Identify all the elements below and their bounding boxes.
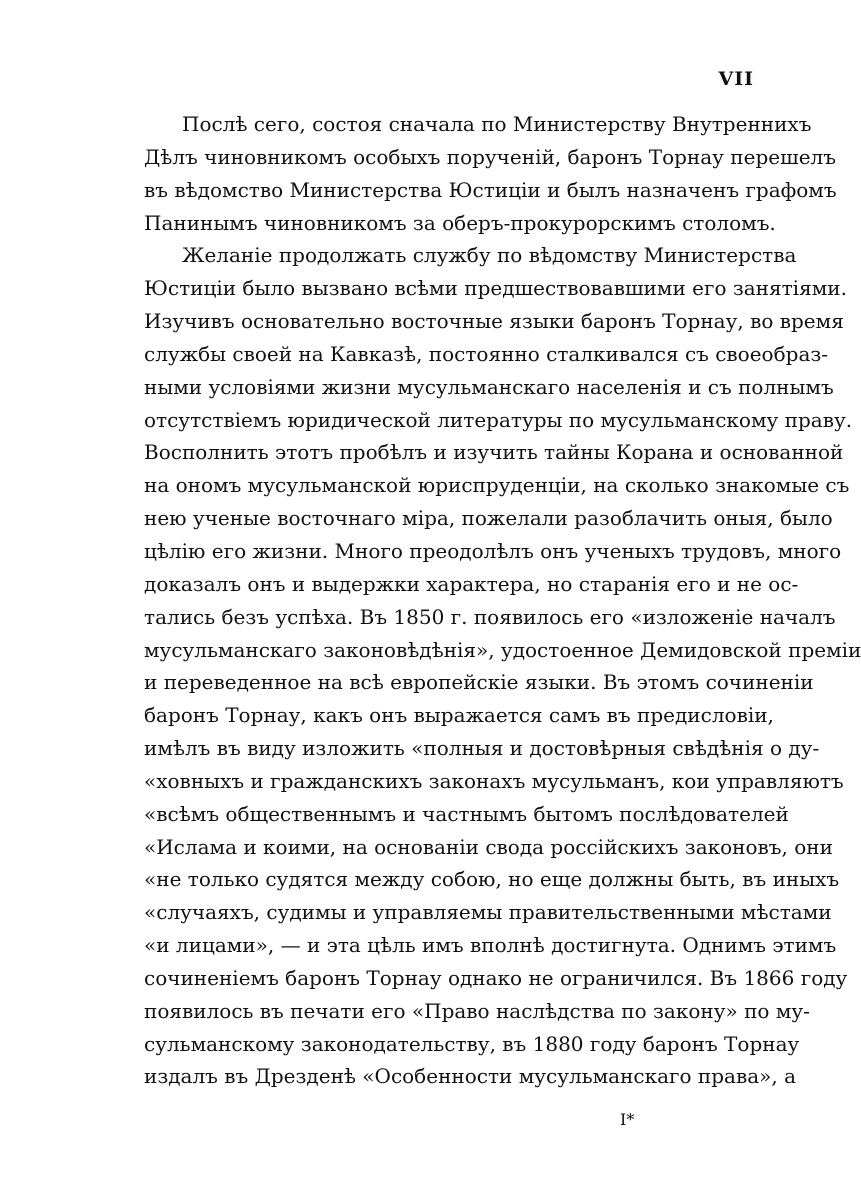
text-line: Желаніе продолжать службу по вѣдомству Министерства bbox=[182, 243, 797, 268]
signature-mark: I* bbox=[620, 1110, 635, 1129]
text-line: «случаяхъ, судимы и управляемы правительственными мѣстами bbox=[144, 900, 832, 925]
text-line: имѣлъ въ виду изложить «полныя и достовѣрныя свѣдѣнія о ду- bbox=[144, 736, 820, 761]
text-line: сочиненіемъ баронъ Торнау однако не ограничился. Въ 1866 году bbox=[144, 965, 848, 990]
text-line: въ вѣдомство Министерства Юстиціи и былъ назначенъ графомъ bbox=[144, 177, 837, 202]
text-line: «Ислама и коими, на основаніи свода россійскихъ законовъ, они bbox=[144, 834, 833, 859]
body-text bbox=[144, 108, 861, 1093]
text-line: «не только судятся между собою, но еще должны быть, въ иныхъ bbox=[144, 867, 840, 892]
text-line: тались безъ успѣха. Въ 1850 г. появилось его «изложеніе началъ bbox=[144, 604, 836, 629]
text-line: на ономъ мусульманской юриспруденціи, на сколько знакомые съ bbox=[144, 473, 850, 498]
text-line: цѣлію его жизни. Много преодолѣлъ онъ ученыхъ трудовъ, много bbox=[144, 538, 842, 563]
text-line: «ховныхъ и гражданскихъ законахъ мусульманъ, кои управляютъ bbox=[144, 768, 844, 793]
text-line: мусульманскаго законовѣдѣнія», удостоенное Демидовской преміи bbox=[144, 637, 861, 662]
text-line: Изучивъ основательно восточные языки баронъ Торнау, во время bbox=[144, 309, 844, 334]
text-line: Юстиціи было вызвано всѣми предшествовавшими его занятіями. bbox=[144, 276, 847, 301]
text-line: Послѣ сего, состоя сначала по Министерству Внутреннихъ bbox=[182, 112, 812, 136]
text-line: сульманскому законодательству, въ 1880 году баронъ Торнау bbox=[144, 1031, 800, 1056]
text-line: отсутствіемъ юридической литературы по мусульманскому праву. bbox=[144, 407, 853, 432]
text-line: Дѣлъ чиновникомъ особыхъ порученій, баронъ Торнау перешелъ bbox=[144, 144, 836, 169]
text-line: Панинымъ чиновникомъ за оберъ-прокурорскимъ столомъ. bbox=[144, 210, 776, 235]
page-number: VII bbox=[718, 68, 754, 90]
text-line: нею ученые восточнаго міра, пожелали разоблачить оныя, было bbox=[144, 506, 833, 531]
text-line: «и лицами», — и эта цѣль имъ вполнѣ достигнута. Однимъ этимъ bbox=[144, 933, 837, 958]
text-line: появилось въ печати его «Право наслѣдства по закону» по му- bbox=[144, 998, 810, 1023]
text-line: «всѣмъ общественнымъ и частнымъ бытомъ послѣдователей bbox=[144, 801, 789, 826]
text-line: издалъ въ Дрезденѣ «Особенности мусульманскаго права», а bbox=[144, 1064, 797, 1089]
text-line: Восполнить этотъ пробѣлъ и изучить тайны Корана и основанной bbox=[144, 440, 844, 465]
text-line: службы своей на Кавказѣ, постоянно сталкивался съ своеобраз- bbox=[144, 341, 829, 366]
text-line: доказалъ онъ и выдержки характера, но старанія его и не ос- bbox=[144, 571, 799, 596]
text-line: баронъ Торнау, какъ онъ выражается самъ въ предисловіи, bbox=[144, 703, 774, 728]
text-line: ными условіями жизни мусульманскаго населенія и съ полнымъ bbox=[144, 374, 834, 399]
text-line: и переведенное на всѣ европейскіе языки. Въ этомъ сочиненіи bbox=[144, 670, 814, 695]
